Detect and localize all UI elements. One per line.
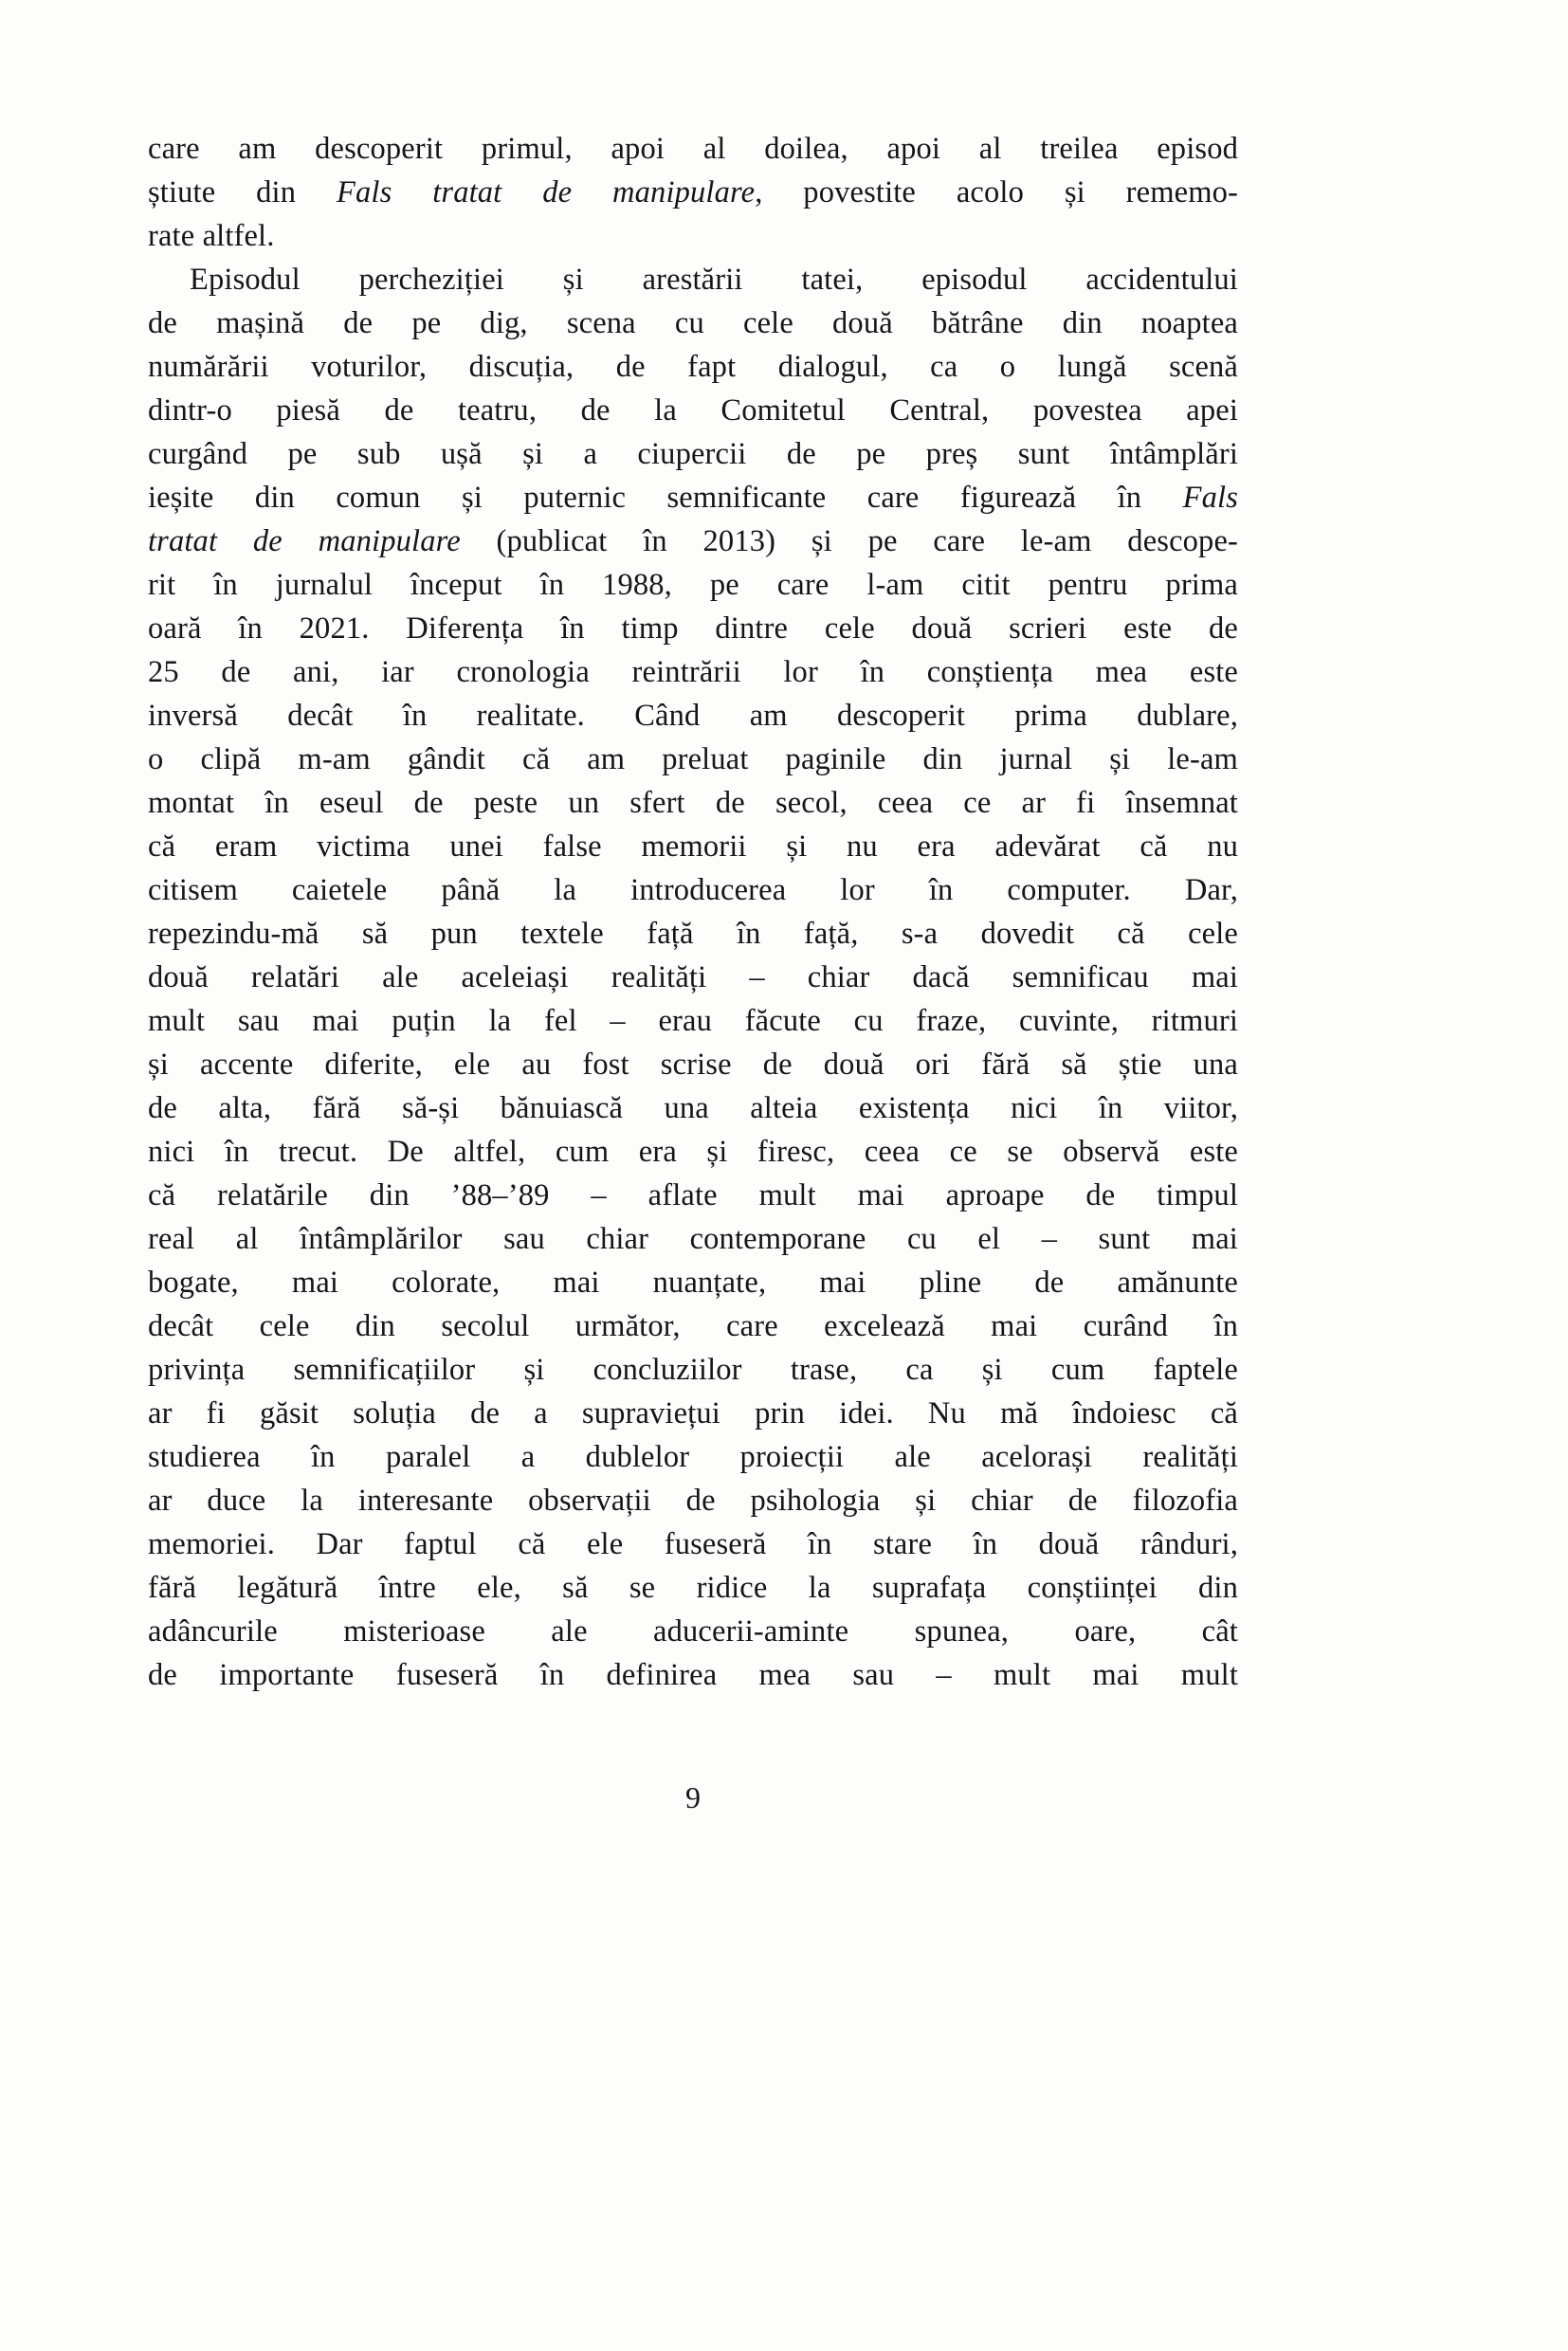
text-line (148, 607, 1238, 650)
text-line (148, 1174, 1238, 1217)
text-line (148, 389, 1238, 432)
text-run: real al întâmplărilor sau chiar contemporane cu el – sunt mai (148, 1222, 1238, 1256)
text-line (148, 825, 1238, 868)
text-line (148, 956, 1238, 999)
text-line (148, 1261, 1238, 1304)
text-line (148, 999, 1238, 1043)
text-run: memoriei. Dar faptul că ele fuseseră în stare în două rânduri, (148, 1527, 1238, 1561)
italic-text: Fals (1182, 481, 1238, 515)
text-line (148, 301, 1238, 345)
text-run: oară în 2021. Diferența în timp dintre cele două scrieri este de (148, 611, 1238, 646)
text-line (148, 1653, 1238, 1697)
text-run: ar fi găsit soluția de a supraviețui prin idei. Nu mă îndoiesc că (148, 1396, 1238, 1431)
text-line (148, 650, 1238, 694)
text-line (148, 781, 1238, 825)
text-line (148, 1435, 1238, 1479)
text-run: 25 de ani, iar cronologia reintrării lor în conștiența mea este (148, 655, 1238, 689)
text-run: decât cele din secolul următor, care excelează mai curând în (148, 1309, 1238, 1343)
text-line (148, 868, 1238, 912)
text-line (148, 1348, 1238, 1392)
text-run: ieșite din comun și puternic semnificante care figurează în (148, 481, 1183, 515)
text-run: care am descoperit primul, apoi al doilea, apoi al treilea episod (148, 132, 1238, 166)
text-run: repezindu-mă să pun textele față în față, s-a dovedit că cele (148, 917, 1238, 951)
text-run: privința semnificațiilor și concluziilor trase, ca și cum faptele (148, 1353, 1238, 1387)
text-run: dintr-o piesă de teatru, de la Comitetul Central, povestea apei (148, 393, 1238, 428)
text-line (148, 1304, 1238, 1348)
text-run: știute din (148, 175, 337, 210)
text-run: bogate, mai colorate, mai nuanțate, mai pline de amănunte (148, 1266, 1238, 1300)
text-run: că eram victima unei false memorii și nu era adevărat că nu (148, 829, 1238, 864)
text-line (148, 214, 1238, 258)
text-line (148, 519, 1238, 563)
text-run: două relatări ale aceleiași realități – chiar dacă semnificau mai (148, 960, 1238, 994)
text-line (148, 345, 1238, 389)
text-run: rit în jurnalul început în 1988, pe care l-am citit pentru prima (148, 568, 1238, 602)
text-run: curgând pe sub ușă și a ciupercii de pe preș sunt întâmplări (148, 437, 1238, 471)
page-number: 9 (685, 1780, 701, 1814)
text-run: nici în trecut. De altfel, cum era și firesc, ceea ce se observă este (148, 1135, 1238, 1169)
text-line (148, 1217, 1238, 1261)
italic-text: Fals tratat de manipulare (337, 175, 756, 210)
text-line (148, 432, 1238, 476)
text-line (148, 1566, 1238, 1610)
text-run: fără legătură între ele, să se ridice la suprafața conștiinței din (148, 1571, 1238, 1605)
text-run: Episodul percheziției și arestării tatei, episodul accidentului (190, 263, 1238, 297)
text-run: de mașină de pe dig, scena cu cele două bătrâne din noaptea (148, 306, 1238, 340)
text-line (148, 171, 1238, 214)
text-run: și accente diferite, ele au fost scrise de două ori fără să știe una (148, 1048, 1238, 1082)
text-run: de importante fuseseră în definirea mea sau – mult mai mult (148, 1658, 1238, 1692)
text-run: rate altfel. (148, 219, 275, 253)
body-text (148, 127, 1238, 1697)
text-run: studierea în paralel a dublelor proiecții ale acelorași realități (148, 1440, 1238, 1474)
text-line (148, 1043, 1238, 1086)
text-line (148, 1392, 1238, 1435)
text-run: , povestite acolo și rememo- (755, 175, 1239, 210)
text-line (148, 738, 1238, 781)
text-run: montat în eseul de peste un sfert de secol, ceea ce ar fi însemnat (148, 786, 1238, 820)
text-run: citisem caietele până la introducerea lor în computer. Dar, (148, 873, 1238, 907)
text-line (148, 127, 1238, 171)
text-run: mult sau mai puțin la fel – erau făcute cu fraze, cuvinte, ritmuri (148, 1004, 1238, 1038)
text-line (148, 476, 1238, 519)
text-line (148, 694, 1238, 738)
italic-text: tratat de manipulare (148, 524, 461, 558)
text-run: ar duce la interesante observații de psihologia și chiar de filozofia (148, 1484, 1238, 1518)
text-run: numărării voturilor, discuția, de fapt dialogul, ca o lungă scenă (148, 350, 1238, 384)
text-run: de alta, fără să-și bănuiască una alteia existența nici în viitor, (148, 1091, 1238, 1125)
text-run: inversă decât în realitate. Când am descoperit prima dublare, (148, 699, 1238, 733)
text-run: o clipă m-am gândit că am preluat paginile din jurnal și le-am (148, 742, 1238, 776)
text-run: adâncurile misterioase ale aducerii-aminte spunea, oare, cât (148, 1614, 1238, 1649)
text-line (148, 1130, 1238, 1174)
text-line (148, 563, 1238, 607)
text-run: (publicat în 2013) și pe care le-am descope- (460, 524, 1239, 558)
text-line (148, 912, 1238, 956)
text-line (148, 258, 1238, 301)
text-line (148, 1522, 1238, 1566)
text-line (148, 1479, 1238, 1522)
text-line (148, 1610, 1238, 1653)
text-run: că relatările din ’88–’89 – aflate mult mai aproape de timpul (148, 1178, 1238, 1212)
text-line (148, 1086, 1238, 1130)
